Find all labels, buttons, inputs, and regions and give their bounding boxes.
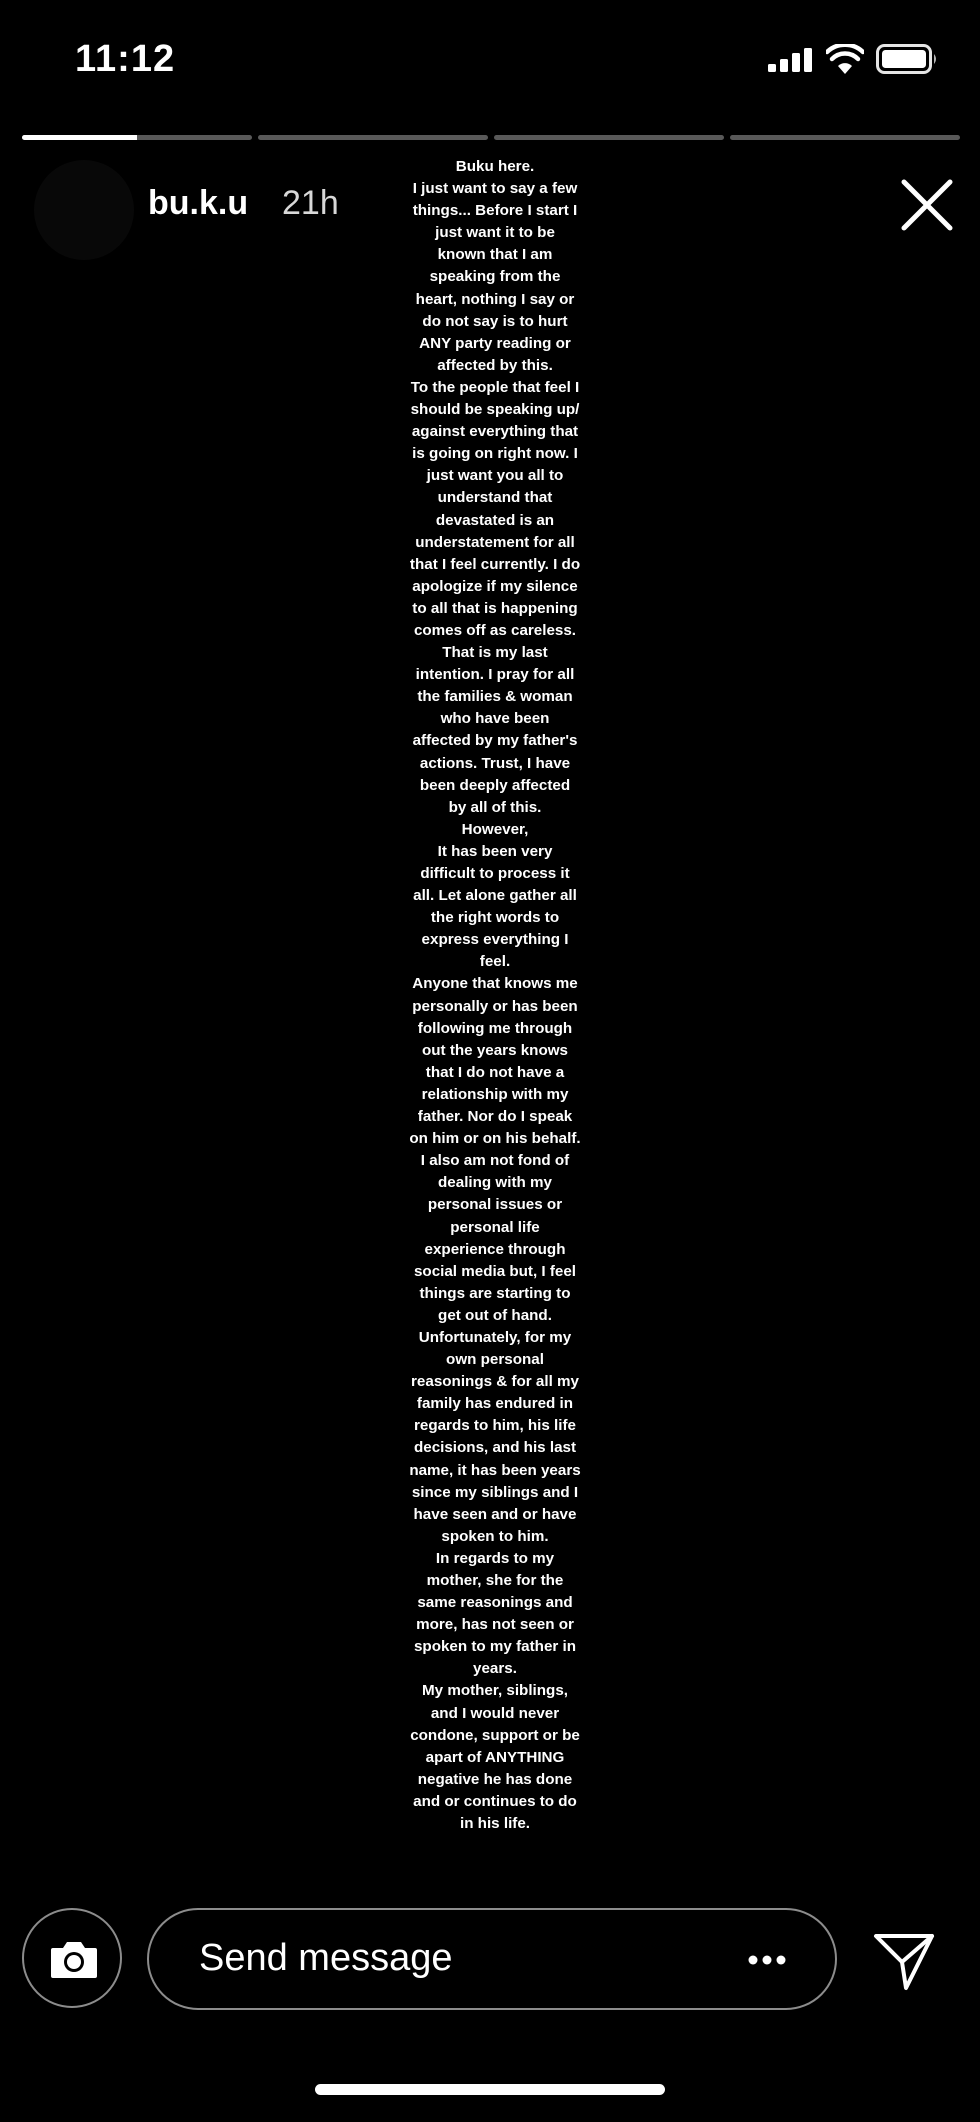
- story-text-line: since my siblings and I: [411, 1483, 579, 1501]
- story-text-line: who have been: [440, 710, 550, 728]
- post-age: 21h: [282, 184, 339, 222]
- story-text-line: and I would never: [430, 1704, 560, 1722]
- story-progress-segment: [22, 135, 252, 140]
- story-text-line: affected by my father's: [412, 732, 578, 750]
- story-text-line: same reasonings and: [417, 1594, 573, 1612]
- story-text-line: feel.: [479, 953, 511, 971]
- story-text-line: affected by this.: [437, 356, 553, 374]
- story-text-line: intention. I pray for all: [415, 666, 575, 684]
- story-text-line: mother, she for the: [426, 1572, 564, 1589]
- story-text-line: just want you all to: [426, 467, 564, 485]
- story-text-line: have seen and or have: [413, 1505, 577, 1523]
- story-progress-segment: [730, 135, 960, 140]
- story-text-line: comes off as careless.: [413, 621, 577, 639]
- home-indicator[interactable]: [315, 2084, 665, 2095]
- story-text-line: negative he has done: [417, 1770, 573, 1788]
- story-text-line: speaking from the: [429, 268, 561, 286]
- story-text-line: been deeply affected: [419, 776, 571, 794]
- cellular-signal-icon: [768, 48, 812, 72]
- story-text-line: personal issues or: [427, 1196, 563, 1214]
- story-text-line: spoken to him.: [441, 1527, 549, 1545]
- story-text-line: father. Nor do I speak: [417, 1108, 573, 1126]
- message-placeholder: Send message: [199, 1937, 453, 1979]
- story-text-line: decisions, and his last: [413, 1439, 577, 1457]
- story-text-line: more, has not seen or: [416, 1616, 574, 1634]
- camera-button[interactable]: [22, 1908, 122, 2008]
- story-text-line: To the people that feel I: [410, 378, 580, 396]
- story-text-line: is going on right now. I: [412, 445, 578, 463]
- story-text-line: just want it to be: [435, 224, 555, 242]
- story-text-line: out the years knows: [421, 1041, 568, 1059]
- story-text-line: ANY party reading or: [419, 334, 571, 352]
- story-text-line: Buku here.: [455, 158, 535, 175]
- story-text-line: known that I am: [437, 246, 553, 264]
- wifi-icon: [826, 44, 864, 74]
- story-text-line: social media but, I feel: [413, 1262, 577, 1280]
- camera-icon: [49, 1938, 99, 1980]
- send-icon[interactable]: [872, 1928, 936, 1992]
- story-progress-fill: [22, 135, 137, 140]
- story-text-line: Anyone that knows me: [412, 975, 578, 993]
- story-text-line: However,: [461, 820, 529, 838]
- story-text-line: that I feel currently. I do: [409, 555, 581, 573]
- story-text-line: My mother, siblings,: [422, 1682, 568, 1700]
- story-text-line: reasonings & for all my: [411, 1373, 579, 1391]
- story-text-line: name, it has been years: [409, 1461, 581, 1479]
- story-text-line: understand that: [437, 489, 553, 507]
- story-text-line: Unfortunately, for my: [418, 1328, 572, 1346]
- story-text-line: personal life: [450, 1218, 540, 1236]
- story-text-line: the families & woman: [417, 688, 573, 706]
- story-text-line: dealing with my: [438, 1174, 552, 1192]
- story-text-line: actions. Trust, I have: [419, 754, 571, 772]
- story-text-line: do not say is to hurt: [422, 312, 568, 330]
- story-text-line: following me through: [417, 1019, 573, 1037]
- story-text-line: all. Let alone gather all: [413, 887, 577, 905]
- story-text-line: That is my last: [442, 644, 548, 662]
- story-text: [397, 156, 593, 1835]
- story-text-line: get out of hand.: [438, 1306, 552, 1324]
- story-text-line: in his life.: [459, 1815, 531, 1833]
- story-text-line: on him or on his behalf.: [409, 1130, 581, 1148]
- story-text-line: own personal: [446, 1351, 544, 1369]
- battery-icon: [876, 44, 938, 74]
- story-text-line: should be speaking up/: [410, 401, 580, 419]
- story-text-line: express everything I: [421, 931, 569, 949]
- story-text-line: devastated is an: [435, 511, 555, 529]
- story-text-line: spoken to my father in: [413, 1638, 577, 1656]
- story-text-line: difficult to process it: [420, 865, 570, 882]
- status-bar: [0, 0, 980, 120]
- story-text-line: In regards to my: [435, 1549, 555, 1567]
- story-text-line: experience through: [424, 1240, 566, 1258]
- username[interactable]: bu.k.u: [148, 184, 249, 222]
- status-time: 11:12: [75, 38, 176, 80]
- story-progress-bar: [22, 135, 960, 141]
- story-text-line: understatement for all: [415, 533, 575, 551]
- story-text-line: the right words to: [430, 909, 560, 927]
- story-text-line: heart, nothing I say or: [415, 290, 575, 308]
- close-icon[interactable]: [898, 176, 956, 234]
- avatar[interactable]: [34, 160, 134, 260]
- story-text-line: years.: [473, 1660, 517, 1678]
- story-text-line: I just want to say a few: [412, 180, 578, 198]
- send-message-input[interactable]: [147, 1908, 837, 2010]
- story-text-line: It has been very: [437, 842, 553, 860]
- story-progress-segment: [258, 135, 488, 140]
- story-text-line: condone, support or be: [410, 1726, 580, 1744]
- story-text-line: regards to him, his life: [413, 1417, 577, 1435]
- story-text-line: by all of this.: [448, 798, 542, 816]
- story-text-line: relationship with my: [421, 1085, 569, 1103]
- story-text-line: I also am not fond of: [420, 1152, 570, 1170]
- story-text-line: apart of ANYTHING: [425, 1748, 565, 1766]
- story-text-line: things... Before I start I: [412, 202, 578, 220]
- story-text-line: that I do not have a: [425, 1063, 565, 1081]
- story-progress-segment: [494, 135, 724, 140]
- story-text-line: things are starting to: [419, 1284, 571, 1302]
- story-text-line: against everything that: [411, 423, 579, 441]
- more-options-icon[interactable]: [747, 1954, 787, 1966]
- story-text-line: apologize if my silence: [412, 577, 578, 595]
- story-text-line: family has endured in: [416, 1395, 574, 1413]
- story-text-line: personally or has been: [412, 997, 578, 1015]
- story-text-line: to all that is happening: [412, 599, 578, 617]
- story-text-line: and or continues to do: [413, 1792, 577, 1810]
